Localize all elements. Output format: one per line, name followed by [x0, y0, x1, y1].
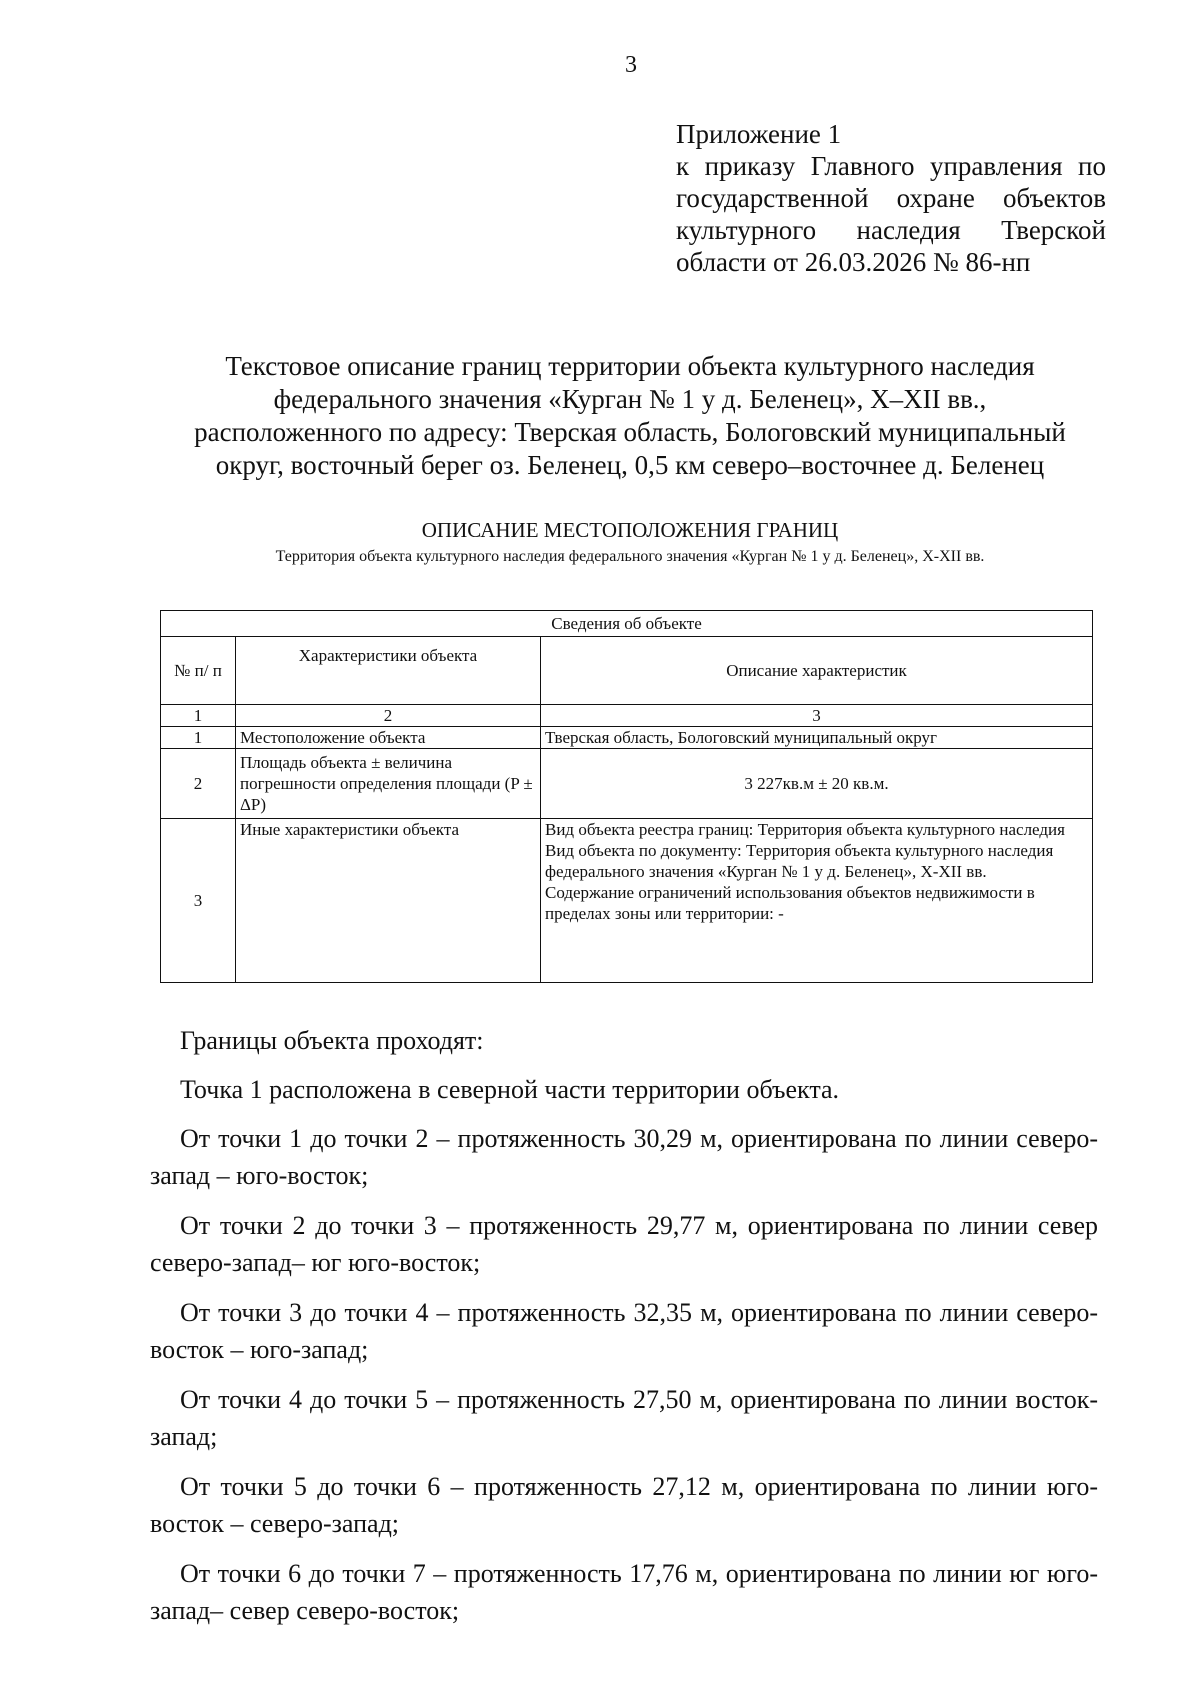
- table-row: [161, 727, 1093, 749]
- row-characteristic: Иные характеристики объекта: [236, 819, 541, 983]
- row-num: 2: [161, 749, 236, 819]
- table-row: [161, 819, 1093, 983]
- boundary-paragraph: Границы объекта проходят:: [180, 1026, 484, 1055]
- object-info-table: [160, 610, 1093, 983]
- row-description: Тверская область, Бологовский муниципальный округ: [541, 727, 1093, 749]
- page-number: 3: [625, 52, 637, 78]
- boundary-paragraph: От точки 5 до точки 6 – протяженность 27,12 м, ориентирована по линии юго-восток – северо-запад;: [150, 1472, 1098, 1538]
- row-num: 3: [161, 819, 236, 983]
- title-line: расположенного по адресу: Тверская область, Бологовский муниципальный: [194, 417, 1066, 447]
- title-line: округ, восточный берег оз. Беленец, 0,5 км северо–восточнее д. Беленец: [215, 450, 1045, 480]
- row-characteristic: Площадь объекта ± величина погрешности определения площади (P ± ΔP): [236, 749, 541, 819]
- boundary-paragraph: От точки 2 до точки 3 – протяженность 29,77 м, ориентирована по линии север северо-запад– юг юго-восток;: [150, 1211, 1098, 1277]
- index-cell: 3: [541, 705, 1093, 727]
- appendix-line: области от 26.03.2026 № 86-нп: [676, 247, 1031, 277]
- boundary-paragraph: От точки 1 до точки 2 – протяженность 30,29 м, ориентирована по линии северо-запад – юго-восток;: [150, 1124, 1098, 1190]
- description-subheading: Территория объекта культурного наследия федерального значения «Курган № 1 у д. Беленец», X-XII вв.: [275, 548, 985, 565]
- appendix-block: [676, 118, 1106, 278]
- boundary-paragraph: Точка 1 расположена в северной части территории объекта.: [180, 1075, 840, 1104]
- header-description: Описание характеристик: [541, 637, 1093, 705]
- description-line: Содержание ограничений использования объектов недвижимости в пределах зоны или территории: -: [545, 883, 1035, 923]
- table-row: [161, 749, 1093, 819]
- index-cell: 2: [236, 705, 541, 727]
- title-line: федерального значения «Курган № 1 у д. Беленец», X–XII вв.,: [273, 384, 987, 414]
- row-description: 3 227кв.м ± 20 кв.м.: [541, 749, 1093, 819]
- boundaries-text: [150, 1022, 1098, 1642]
- appendix-line: культурного наследия Тверской: [676, 215, 1106, 245]
- row-characteristic: Местоположение объекта: [236, 727, 541, 749]
- appendix-line: государственной охране объектов: [676, 183, 1106, 213]
- header-characteristics: Характеристики объекта: [236, 637, 541, 705]
- description-heading: ОПИСАНИЕ МЕСТОПОЛОЖЕНИЯ ГРАНИЦ: [421, 518, 839, 542]
- appendix-line: к приказу Главного управления по: [676, 151, 1106, 181]
- index-cell: 1: [161, 705, 236, 727]
- boundary-paragraph: От точки 3 до точки 4 – протяженность 32,35 м, ориентирована по линии северо-восток – юго-запад;: [150, 1298, 1098, 1364]
- document-title: [140, 350, 1120, 482]
- table-caption: Сведения об объекте: [161, 611, 1093, 637]
- title-line: Текстовое описание границ территории объекта культурного наследия: [225, 351, 1035, 381]
- boundary-paragraph: От точки 4 до точки 5 – протяженность 27,50 м, ориентирована по линии восток-запад;: [150, 1385, 1098, 1451]
- row-description: [541, 819, 1093, 983]
- description-line: Вид объекта по документу: Территория объекта культурного наследия федерального значения «Курган № 1 у д. Беленец», X-XII вв.: [545, 841, 1054, 881]
- description-line: Вид объекта реестра границ: Территория объекта культурного наследия: [545, 820, 1065, 839]
- appendix-title: Приложение 1: [676, 119, 842, 149]
- row-num: 1: [161, 727, 236, 749]
- boundary-paragraph: От точки 6 до точки 7 – протяженность 17,76 м, ориентирована по линии юг юго-запад– север северо-восток;: [150, 1559, 1098, 1625]
- header-num: № п/ п: [161, 637, 236, 705]
